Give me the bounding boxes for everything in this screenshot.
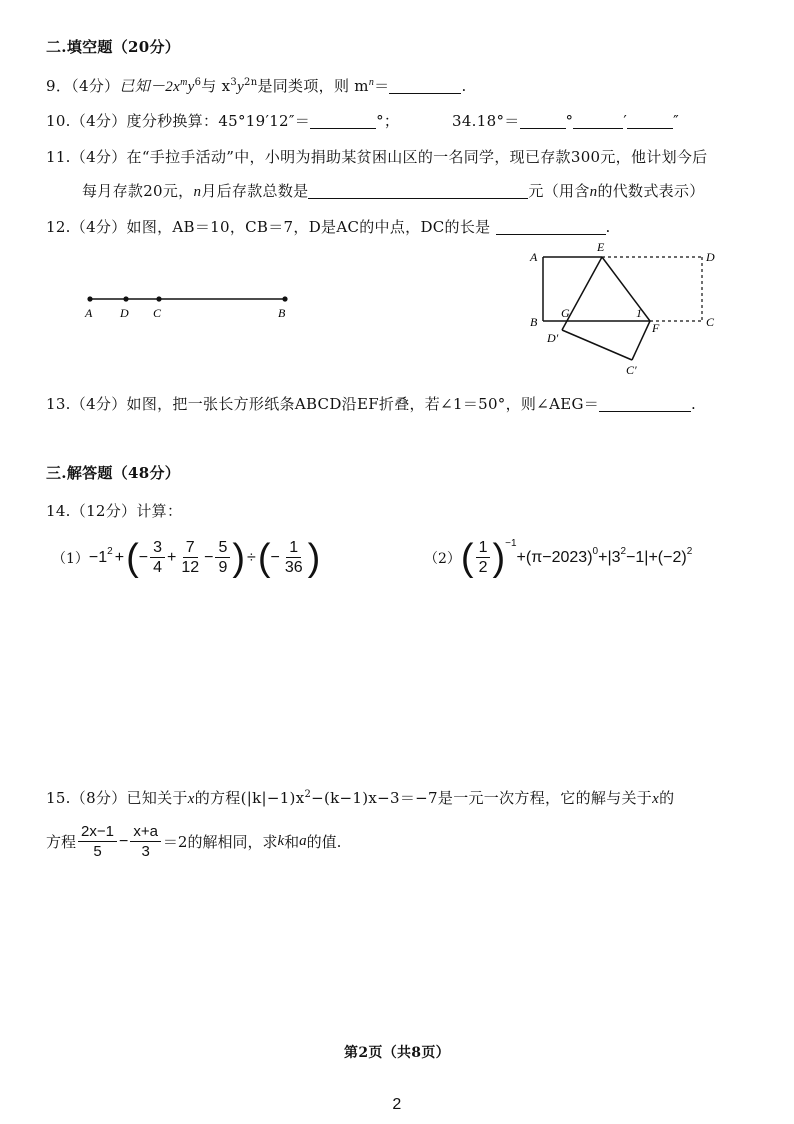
answer-blank-q13[interactable] [599, 395, 691, 412]
question-14: 14.（12分）计算： [46, 502, 183, 520]
question-15-line2: 方程 $\frac{2x-1}{5}$ − $\frac{x+a}{3}$ ＝2的解相同，求 k 和 a 的值. [46, 823, 342, 860]
answer-blank-q10-deg[interactable] [310, 112, 376, 129]
answer-blank-q10-m[interactable] [573, 112, 623, 129]
label-e: E [597, 240, 605, 254]
edge-dprime-cprime [562, 330, 632, 360]
label-c: C [153, 306, 162, 320]
label-f: F [652, 321, 660, 335]
section-heading-solve: 三.解答题（48分） [46, 464, 181, 482]
question-11: 11.（4分）在“手拉手活动”中，小明为捐助某贫困山区的一名同学，现已存款300元，他计划今后 [46, 148, 708, 166]
question-12: 12.（4分）如图，AB＝10，CB＝7，D是AC的中点，DC的长是 . [46, 218, 611, 236]
edge-cprime-f [632, 321, 650, 360]
label-b: B [278, 306, 286, 320]
fraction-5-9: $\frac{5}{9}$ [215, 538, 230, 577]
segment-figure [80, 290, 300, 326]
fraction-1-2: $\frac{1}{2}$ [476, 538, 491, 577]
question-9: 9．（4分）已知$-2x^my^6$与 $x^3y^{2n}$是同类项，则 $m^n=$ . [46, 77, 467, 95]
answer-blank-q9[interactable] [389, 77, 461, 94]
section-heading-fill-blank: 二.填空题（20分） [46, 38, 181, 56]
label-d: D [706, 250, 715, 264]
label-a: A [530, 250, 538, 264]
question-11-line2: 每月存款20元，n月后存款总数是 元（用含n的代数式表示） [82, 182, 705, 200]
question-14-part-2: （2） ( $\frac{1}{2}$ ) $^{-1}$ +(π−2023) $^0$ +|3 $^2$ −1|+(−2) $^2$ [424, 536, 693, 579]
label-c-prime: C′ [626, 363, 637, 377]
fraction-2x-1-over-5: $\frac{2x-1}{5}$ [78, 822, 117, 861]
question-10-part-b: 34.18°＝ ° ′ ″ [452, 112, 679, 130]
answer-blank-q12[interactable] [496, 218, 606, 235]
page-footer: 第2页（共8页） [344, 1045, 450, 1061]
fraction-7-12: $\frac{7}{12}$ [181, 539, 200, 576]
point-b [282, 296, 287, 301]
question-10: 10.（4分）度分秒换算：45°19′12″＝ °； [46, 112, 400, 130]
label-d-prime: D′ [547, 331, 559, 345]
page-number: 2 [392, 1096, 402, 1113]
label-a: A [85, 306, 93, 320]
answer-blank-q10-s[interactable] [627, 112, 673, 129]
fraction-3-4: $\frac{3}{4}$ [150, 538, 165, 577]
q9-score: （4分） [71, 77, 120, 95]
point-d [123, 296, 128, 301]
label-c: C [706, 315, 715, 329]
label-b: B [530, 315, 538, 329]
answer-blank-q11[interactable] [308, 182, 528, 199]
point-a [87, 296, 92, 301]
label-d: D [120, 306, 129, 320]
fold-figure [520, 240, 735, 380]
fraction-x-plus-a-over-3: $\frac{x+a}{3}$ [130, 822, 161, 861]
question-15: 15.（8分）已知关于x的方程$(|k|-1)x^2-(k-1)x-3=-7$是一元一次方程，它的解与关于x的 [46, 789, 675, 807]
q9-number: 9． [46, 77, 72, 95]
question-14-part-1: （1） −1 $^2$ + ( − $\frac{3}{4}$ + $\frac{7}{12}$ − $\frac{5}{9}$ ) ÷ ( − $\frac{1}{36}$ ) [52, 536, 321, 579]
question-13: 13.（4分）如图，把一张长方形纸条ABCD沿EF折叠，若∠1＝50°，则∠AEG＝ . [46, 395, 697, 413]
point-c [156, 296, 161, 301]
label-g: G [561, 306, 570, 320]
answer-blank-q10-d[interactable] [520, 112, 566, 129]
fraction-1-36: $\frac{1}{36}$ [284, 539, 303, 576]
label-angle-1: 1 [636, 306, 642, 320]
fold-line-ef [602, 257, 650, 321]
